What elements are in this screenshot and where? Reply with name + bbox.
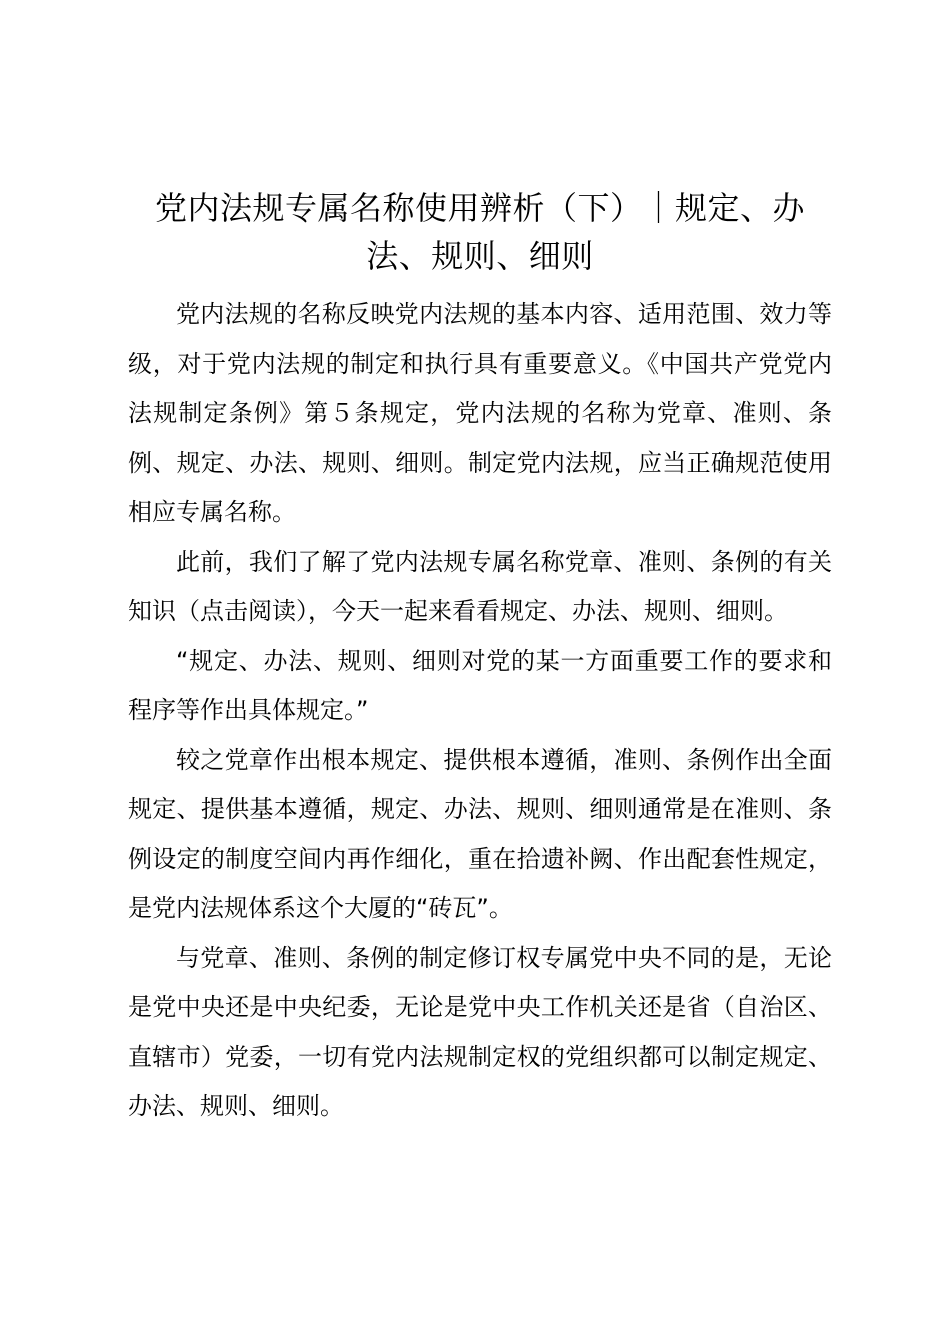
paragraph-naming-significance: 党内法规的名称反映党内法规的基本内容、适用范围、效力等级，对于党内法规的制定和执行具有重要意义。《中国共产党党内法规制定条例》第５条规定，党内法规的名称为党章、准则、条例、规定、办法、规则、细则。制定党内法规，应当正确规范使用相应专属名称。 — [128, 300, 832, 526]
paragraph-enacting-authority: 与党章、准则、条例的制定修订权专属党中央不同的是，无论是党中央还是中央纪委，无论是党中央工作机关还是省（自治区、直辖市）党委，一切有党内法规制定权的党组织都可以制定规定、办法、规则、细则。 — [128, 943, 832, 1120]
paragraph-previous-article: 此前，我们了解了党内法规专属名称党章、准则、条例的有关知识（点击阅读），今天一起来看看规定、办法、规则、细则。 — [128, 547, 832, 625]
paragraph-quoted-definition: “规定、办法、规则、细则对党的某一方面重要工作的要求和程序等作出具体规定。” — [128, 646, 832, 724]
document-title: 党内法规专属名称使用辨析（下）｜规定、办法、规则、细则 — [154, 189, 805, 275]
paragraph-comparison: 较之党章作出根本规定、提供根本遵循，准则、条例作出全面规定、提供基本遵循，规定、办法、规则、细则通常是在准则、条例设定的制度空间内再作细化，重在拾遗补阙、作出配套性规定，是党内法规体系这个大厦的“砖瓦”。 — [128, 745, 832, 922]
document-page — [128, 184, 832, 1132]
